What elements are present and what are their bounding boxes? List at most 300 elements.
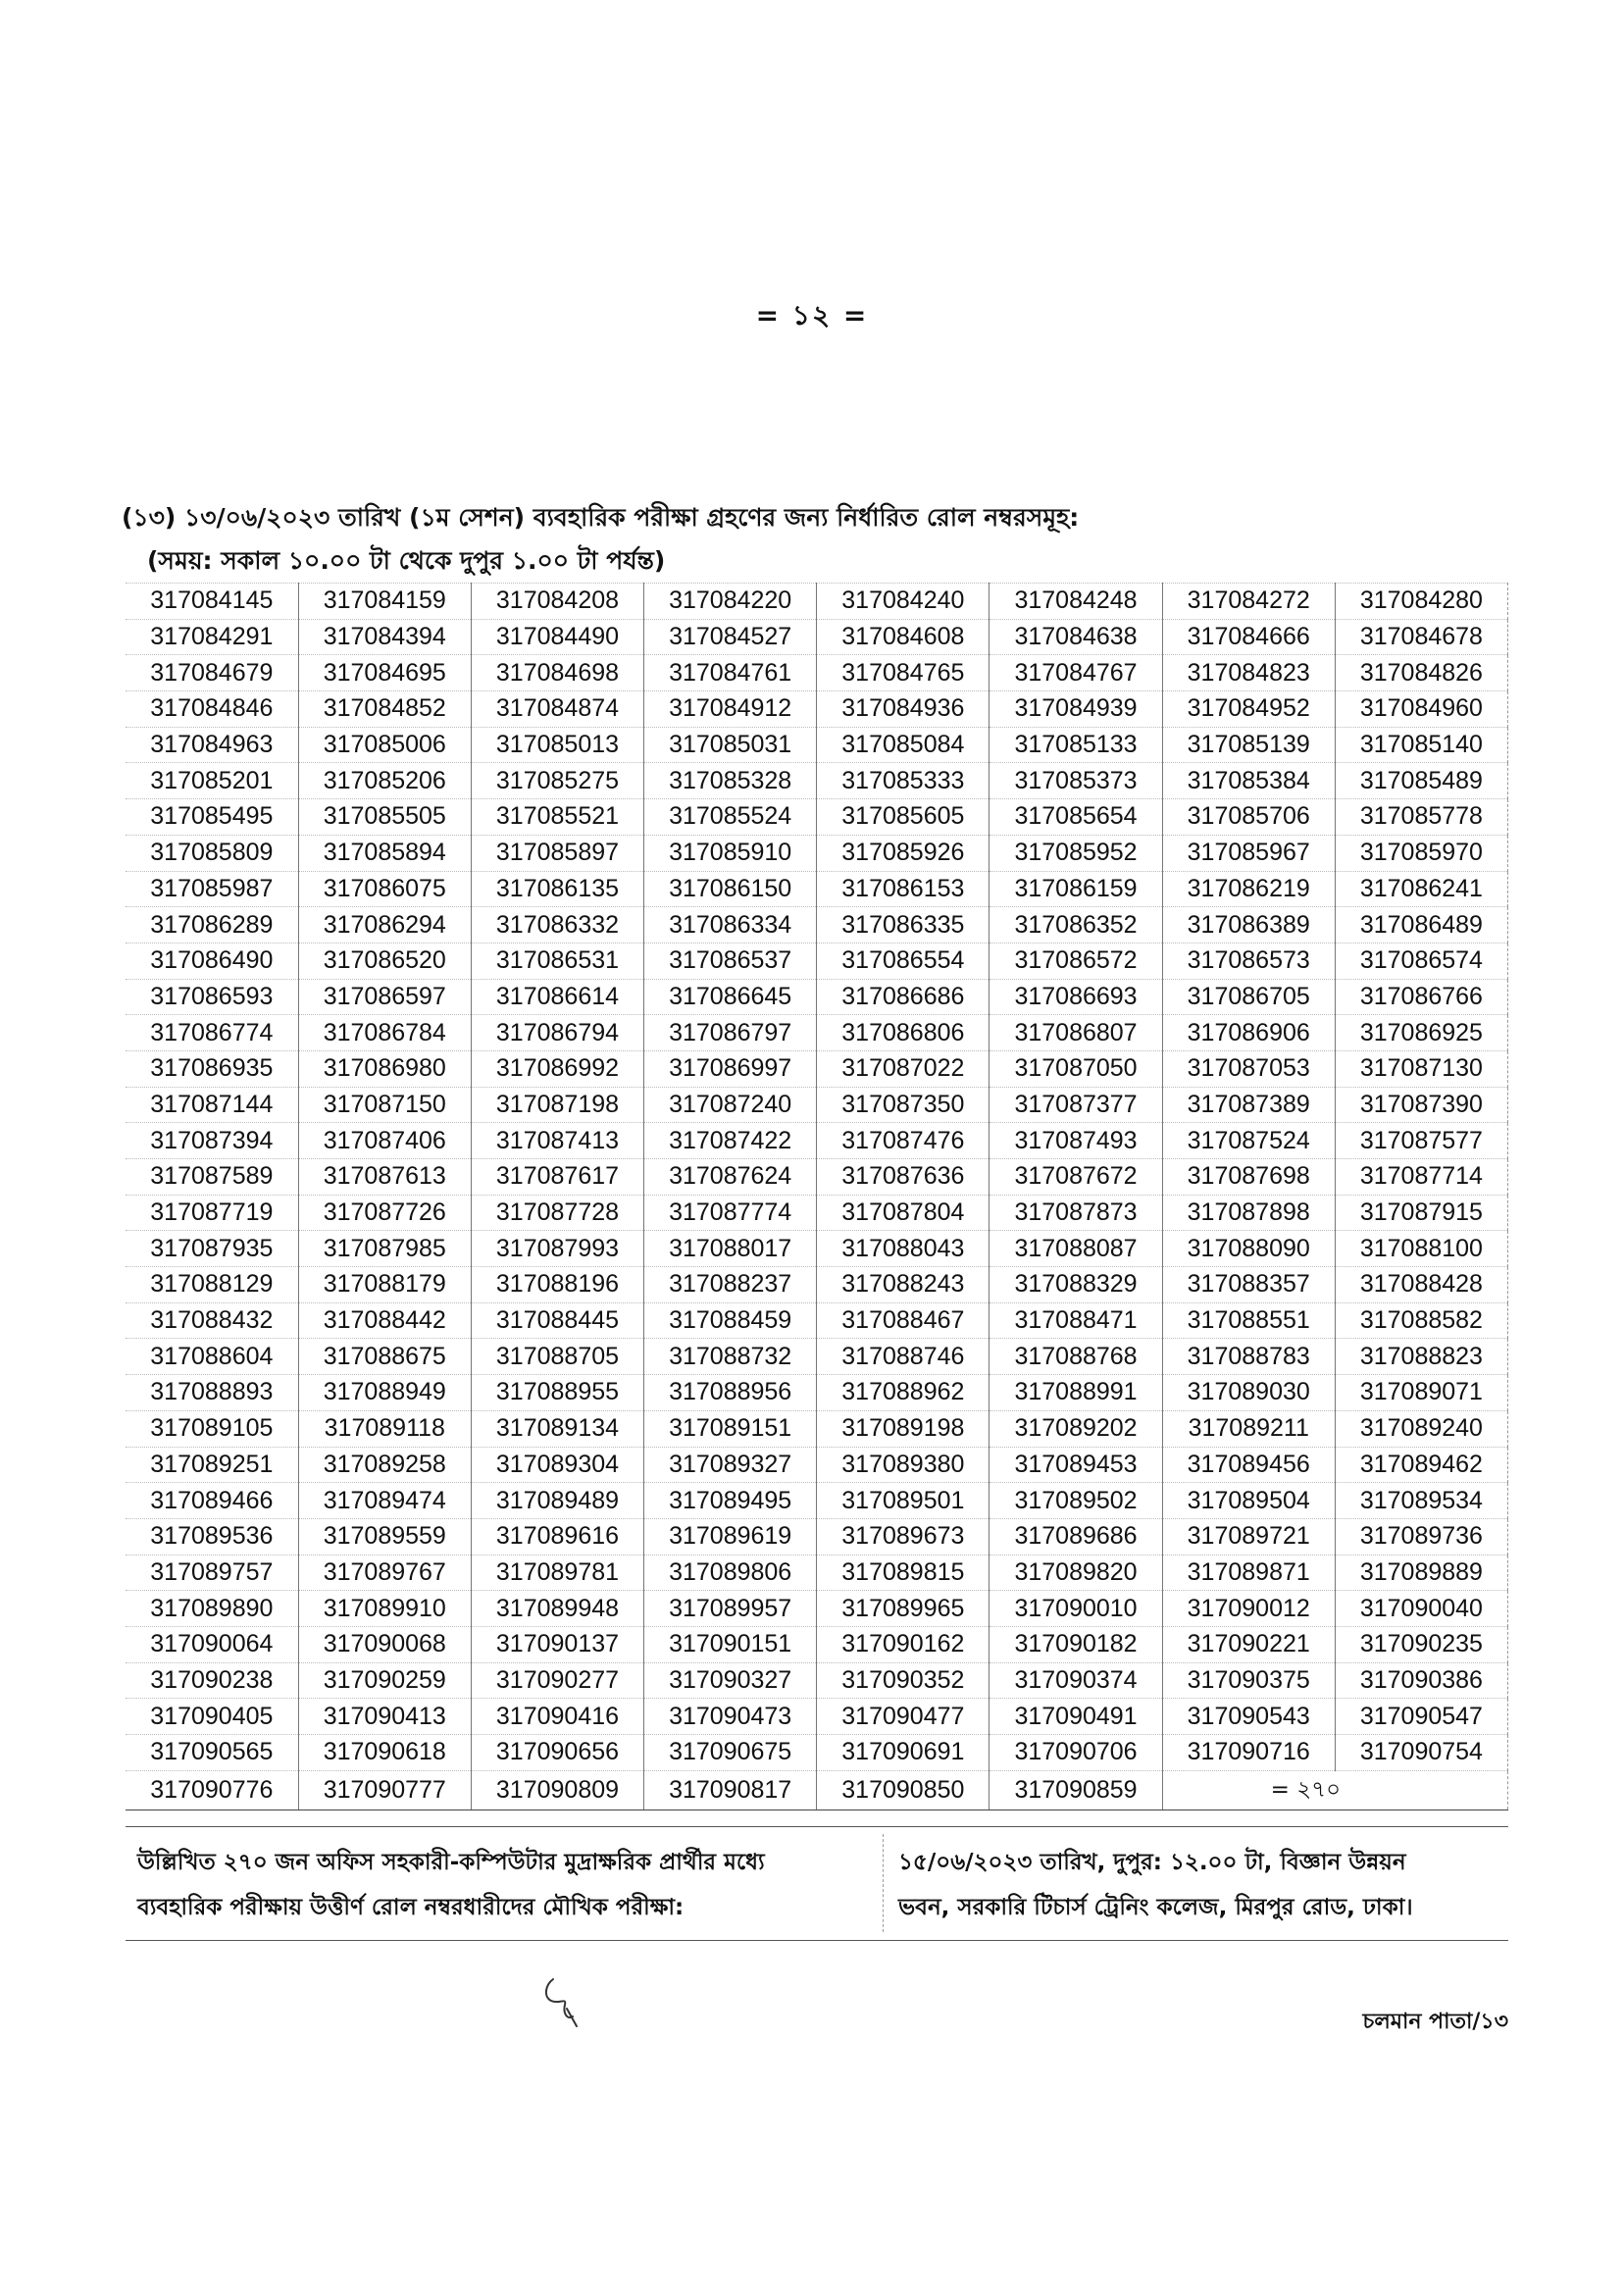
roll-number-cell: 317085967 xyxy=(1162,835,1335,871)
roll-number-cell: 317085970 xyxy=(1335,835,1507,871)
roll-number-cell: 317087406 xyxy=(298,1123,471,1159)
roll-number-cell: 317088746 xyxy=(817,1339,990,1375)
roll-number-cell: 317084952 xyxy=(1162,691,1335,728)
roll-number-cell: 317088732 xyxy=(644,1339,817,1375)
roll-number-cell: 317089910 xyxy=(298,1591,471,1627)
roll-number-cell: 317089890 xyxy=(126,1591,298,1627)
roll-number-cell: 317087240 xyxy=(644,1087,817,1123)
table-row xyxy=(126,1555,1508,1591)
roll-number-cell: 317089453 xyxy=(990,1447,1162,1483)
roll-number-cell: 317089815 xyxy=(817,1555,990,1591)
roll-number-cell: 317086806 xyxy=(817,1015,990,1051)
roll-number-cell: 317087524 xyxy=(1162,1123,1335,1159)
roll-number-cell: 317084248 xyxy=(990,584,1162,620)
roll-number-cell: 317088582 xyxy=(1335,1302,1507,1339)
roll-number-cell: 317089118 xyxy=(298,1410,471,1447)
roll-number-cell: 317085654 xyxy=(990,799,1162,836)
table-row xyxy=(126,799,1508,836)
roll-number-cell: 317084608 xyxy=(817,619,990,655)
table-row xyxy=(126,1050,1508,1087)
roll-number-cell: 317089151 xyxy=(644,1410,817,1447)
roll-number-cell: 317084826 xyxy=(1335,655,1507,691)
roll-number-cell: 317087873 xyxy=(990,1195,1162,1231)
roll-number-cell: 317086241 xyxy=(1335,871,1507,907)
roll-number-cell: 317087698 xyxy=(1162,1159,1335,1196)
table-row xyxy=(126,1231,1508,1267)
roll-number-cell: 317090473 xyxy=(644,1699,817,1735)
roll-number-cell: 317086906 xyxy=(1162,1015,1335,1051)
roll-number-cell: 317086686 xyxy=(817,979,990,1015)
roll-number-cell: 317090386 xyxy=(1335,1662,1507,1699)
roll-number-cell: 317090706 xyxy=(990,1735,1162,1771)
roll-number-cell: 317088551 xyxy=(1162,1302,1335,1339)
roll-number-cell: 317084761 xyxy=(644,655,817,691)
roll-number-cell: 317087022 xyxy=(817,1050,990,1087)
roll-number-cell: 317086531 xyxy=(471,943,643,979)
roll-number-cell: 317089462 xyxy=(1335,1447,1507,1483)
roll-number-cell: 317089781 xyxy=(471,1555,643,1591)
roll-number-cell: 317086520 xyxy=(298,943,471,979)
roll-number-cell: 317084960 xyxy=(1335,691,1507,728)
table-row xyxy=(126,584,1508,620)
roll-number-cell: 317084912 xyxy=(644,691,817,728)
roll-number-cell: 317089721 xyxy=(1162,1518,1335,1555)
roll-number-cell: 317089820 xyxy=(990,1555,1162,1591)
roll-number-cell: 317088991 xyxy=(990,1375,1162,1411)
roll-number-cell: 317089466 xyxy=(126,1483,298,1519)
session-heading: (১৩) ১৩/০৬/২০২৩ তারিখ (১ম সেশন) ব্যবহারিক পরীক্ষা গ্রহণের জন্য নির্ধারিত রোল নম্বরসমূহ: xyxy=(122,503,1080,532)
roll-number-cell: 317087774 xyxy=(644,1195,817,1231)
roll-number-cell: 317090162 xyxy=(817,1626,990,1662)
roll-number-cell: 317084240 xyxy=(817,584,990,620)
table-row xyxy=(126,1410,1508,1447)
table-row xyxy=(126,655,1508,691)
roll-number-cell: 317089489 xyxy=(471,1483,643,1519)
roll-number-cell: 317087389 xyxy=(1162,1087,1335,1123)
table-row xyxy=(126,979,1508,1015)
roll-number-cell: 317089948 xyxy=(471,1591,643,1627)
roll-number-cell: 317086784 xyxy=(298,1015,471,1051)
roll-number-cell: 317088893 xyxy=(126,1375,298,1411)
viva-schedule-line-2: ভবন, সরকারি টিচার্স ট্রেনিং কলেজ, মিরপুর রোড, ঢাকা। xyxy=(898,1895,1413,1920)
roll-number-cell: 317089211 xyxy=(1162,1410,1335,1447)
roll-number-cell: 317088705 xyxy=(471,1339,643,1375)
roll-number-cell: 317086572 xyxy=(990,943,1162,979)
roll-number-cell: 317090716 xyxy=(1162,1735,1335,1771)
table-row xyxy=(126,871,1508,907)
roll-number-cell: 317087728 xyxy=(471,1195,643,1231)
table-row xyxy=(126,763,1508,799)
roll-number-cell: 317085521 xyxy=(471,799,643,836)
roll-number-table xyxy=(126,583,1508,1810)
roll-number-cell: 317085524 xyxy=(644,799,817,836)
roll-number-cell: 317086573 xyxy=(1162,943,1335,979)
roll-number-cell: 317084767 xyxy=(990,655,1162,691)
roll-number-cell: 317088675 xyxy=(298,1339,471,1375)
roll-number-cell: 317088467 xyxy=(817,1302,990,1339)
roll-number-cell: 317086597 xyxy=(298,979,471,1015)
roll-number-cell: 317090491 xyxy=(990,1699,1162,1735)
roll-number-cell: 317084638 xyxy=(990,619,1162,655)
roll-number-cell: 317089380 xyxy=(817,1447,990,1483)
roll-number-cell: 317086490 xyxy=(126,943,298,979)
roll-number-cell: 317090817 xyxy=(644,1770,817,1810)
roll-number-cell: 317087636 xyxy=(817,1159,990,1196)
roll-number-cell: 317084666 xyxy=(1162,619,1335,655)
table-row xyxy=(126,1087,1508,1123)
roll-number-cell: 317090151 xyxy=(644,1626,817,1662)
table-row xyxy=(126,943,1508,979)
roll-number-cell: 317085897 xyxy=(471,835,643,871)
table-row xyxy=(126,1662,1508,1699)
roll-number-cell: 317089889 xyxy=(1335,1555,1507,1591)
roll-number-cell: 317089474 xyxy=(298,1483,471,1519)
roll-number-cell: 317090547 xyxy=(1335,1699,1507,1735)
roll-number-cell: 317086489 xyxy=(1335,907,1507,943)
roll-number-cell: 317090675 xyxy=(644,1735,817,1771)
roll-number-cell: 317084852 xyxy=(298,691,471,728)
table-row xyxy=(126,1591,1508,1627)
roll-number-cell: 317088100 xyxy=(1335,1231,1507,1267)
roll-number-cell: 317088237 xyxy=(644,1267,817,1303)
roll-number-cell: 317085489 xyxy=(1335,763,1507,799)
roll-number-cell: 317090776 xyxy=(126,1770,298,1810)
total-count: = ২৭০ xyxy=(1162,1770,1507,1810)
roll-number-cell: 317087804 xyxy=(817,1195,990,1231)
roll-number-cell: 317086537 xyxy=(644,943,817,979)
roll-number-cell: 317085133 xyxy=(990,727,1162,763)
table-row xyxy=(126,1302,1508,1339)
roll-number-cell: 317088962 xyxy=(817,1375,990,1411)
roll-number-cell: 317090618 xyxy=(298,1735,471,1771)
roll-number-cell: 317089957 xyxy=(644,1591,817,1627)
roll-number-cell: 317084280 xyxy=(1335,584,1507,620)
table-row xyxy=(126,1770,1508,1810)
roll-number-cell: 317085333 xyxy=(817,763,990,799)
roll-number-cell: 317084679 xyxy=(126,655,298,691)
table-row xyxy=(126,1015,1508,1051)
table-row xyxy=(126,1626,1508,1662)
roll-number-cell: 317086159 xyxy=(990,871,1162,907)
roll-number-cell: 317088471 xyxy=(990,1302,1162,1339)
roll-number-cell: 317085495 xyxy=(126,799,298,836)
roll-number-cell: 317087350 xyxy=(817,1087,990,1123)
roll-number-cell: 317086797 xyxy=(644,1015,817,1051)
roll-number-cell: 317089456 xyxy=(1162,1447,1335,1483)
table-row xyxy=(126,1159,1508,1196)
roll-number-cell: 317084939 xyxy=(990,691,1162,728)
roll-number-cell: 317084695 xyxy=(298,655,471,691)
roll-number-cell: 317086593 xyxy=(126,979,298,1015)
continued-page-label: চলমান পাতা/১৩ xyxy=(1362,2010,1508,2034)
roll-number-cell: 317086980 xyxy=(298,1050,471,1087)
roll-number-cell: 317090375 xyxy=(1162,1662,1335,1699)
roll-number-cell: 317085140 xyxy=(1335,727,1507,763)
roll-number-cell: 317088357 xyxy=(1162,1267,1335,1303)
roll-number-cell: 317085987 xyxy=(126,871,298,907)
roll-number-cell: 317086075 xyxy=(298,871,471,907)
roll-number-cell: 317084291 xyxy=(126,619,298,655)
roll-number-cell: 317086705 xyxy=(1162,979,1335,1015)
table-row xyxy=(126,1339,1508,1375)
roll-number-cell: 317089673 xyxy=(817,1518,990,1555)
roll-number-cell: 317089251 xyxy=(126,1447,298,1483)
roll-number-cell: 317085605 xyxy=(817,799,990,836)
roll-number-cell: 317090221 xyxy=(1162,1626,1335,1662)
roll-number-cell: 317089030 xyxy=(1162,1375,1335,1411)
roll-number-cell: 317087394 xyxy=(126,1123,298,1159)
table-row xyxy=(126,1699,1508,1735)
roll-number-cell: 317084765 xyxy=(817,655,990,691)
roll-number-cell: 317087985 xyxy=(298,1231,471,1267)
roll-number-cell: 317085910 xyxy=(644,835,817,871)
roll-number-cell: 317087493 xyxy=(990,1123,1162,1159)
roll-number-cell: 317090012 xyxy=(1162,1591,1335,1627)
roll-number-cell: 317090477 xyxy=(817,1699,990,1735)
roll-number-cell: 317090413 xyxy=(298,1699,471,1735)
roll-number-cell: 317084208 xyxy=(471,584,643,620)
roll-number-cell: 317086693 xyxy=(990,979,1162,1015)
roll-number-cell: 317087617 xyxy=(471,1159,643,1196)
roll-number-cell: 317087390 xyxy=(1335,1087,1507,1123)
roll-number-cell: 317084874 xyxy=(471,691,643,728)
roll-number-cell: 317085894 xyxy=(298,835,471,871)
roll-number-cell: 317089240 xyxy=(1335,1410,1507,1447)
footer-divider xyxy=(883,1834,884,1932)
roll-number-cell: 317087377 xyxy=(990,1087,1162,1123)
roll-number-cell: 317090235 xyxy=(1335,1626,1507,1662)
roll-number-cell: 317086352 xyxy=(990,907,1162,943)
roll-number-cell: 317087422 xyxy=(644,1123,817,1159)
table-row xyxy=(126,619,1508,655)
roll-number-cell: 317088428 xyxy=(1335,1267,1507,1303)
roll-number-cell: 317089536 xyxy=(126,1518,298,1555)
roll-number-cell: 317084678 xyxy=(1335,619,1507,655)
roll-number-cell: 317089767 xyxy=(298,1555,471,1591)
roll-number-cell: 317090010 xyxy=(990,1591,1162,1627)
roll-number-cell: 317085084 xyxy=(817,727,990,763)
table-row xyxy=(126,1483,1508,1519)
roll-number-cell: 317090238 xyxy=(126,1662,298,1699)
roll-number-cell: 317089616 xyxy=(471,1518,643,1555)
roll-number-cell: 317087150 xyxy=(298,1087,471,1123)
roll-number-cell: 317088243 xyxy=(817,1267,990,1303)
table-row xyxy=(126,1195,1508,1231)
roll-number-cell: 317089134 xyxy=(471,1410,643,1447)
table-row xyxy=(126,1375,1508,1411)
roll-number-cell: 317089202 xyxy=(990,1410,1162,1447)
roll-number-cell: 317085006 xyxy=(298,727,471,763)
roll-number-cell: 317084963 xyxy=(126,727,298,763)
roll-number-cell: 317085952 xyxy=(990,835,1162,871)
roll-number-cell: 317090405 xyxy=(126,1699,298,1735)
roll-number-cell: 317087589 xyxy=(126,1159,298,1196)
roll-number-cell: 317086289 xyxy=(126,907,298,943)
roll-number-cell: 317090068 xyxy=(298,1626,471,1662)
viva-note-line-1: উল্লিখিত ২৭০ জন অফিস সহকারী-কম্পিউটার মুদ্রাক্ষরিক প্রার্থীর মধ্যে xyxy=(137,1850,765,1875)
roll-number-cell: 317087053 xyxy=(1162,1050,1335,1087)
roll-number-cell: 317087577 xyxy=(1335,1123,1507,1159)
roll-number-cell: 317088459 xyxy=(644,1302,817,1339)
roll-number-cell: 317089736 xyxy=(1335,1518,1507,1555)
roll-number-cell: 317090777 xyxy=(298,1770,471,1810)
roll-number-cell: 317090040 xyxy=(1335,1591,1507,1627)
viva-schedule-line-1: ১৫/০৬/২০২৩ তারিখ, দুপুর: ১২.০০ টা, বিজ্ঞান উন্নয়ন xyxy=(898,1850,1406,1875)
roll-number-cell: 317086794 xyxy=(471,1015,643,1051)
roll-number-cell: 317085505 xyxy=(298,799,471,836)
roll-number-cell: 317086925 xyxy=(1335,1015,1507,1051)
roll-number-cell: 317090543 xyxy=(1162,1699,1335,1735)
roll-number-cell: 317086294 xyxy=(298,907,471,943)
roll-number-cell: 317086153 xyxy=(817,871,990,907)
roll-number-cell: 317084394 xyxy=(298,619,471,655)
table-row xyxy=(126,835,1508,871)
roll-number-cell: 317087613 xyxy=(298,1159,471,1196)
roll-number-cell: 317084936 xyxy=(817,691,990,728)
roll-number-cell: 317090416 xyxy=(471,1699,643,1735)
roll-number-cell: 317090691 xyxy=(817,1735,990,1771)
roll-number-cell: 317090327 xyxy=(644,1662,817,1699)
roll-number-cell: 317088179 xyxy=(298,1267,471,1303)
roll-number-cell: 317088017 xyxy=(644,1231,817,1267)
roll-number-cell: 317089502 xyxy=(990,1483,1162,1519)
roll-number-cell: 317089258 xyxy=(298,1447,471,1483)
roll-number-cell: 317084698 xyxy=(471,655,643,691)
roll-number-cell: 317086766 xyxy=(1335,979,1507,1015)
roll-number-cell: 317086935 xyxy=(126,1050,298,1087)
roll-number-cell: 317085384 xyxy=(1162,763,1335,799)
roll-number-cell: 317086774 xyxy=(126,1015,298,1051)
roll-number-cell: 317085013 xyxy=(471,727,643,763)
roll-number-cell: 317086150 xyxy=(644,871,817,907)
roll-number-cell: 317089871 xyxy=(1162,1555,1335,1591)
roll-number-cell: 317088329 xyxy=(990,1267,1162,1303)
roll-number-cell: 317088823 xyxy=(1335,1339,1507,1375)
roll-number-cell: 317087714 xyxy=(1335,1159,1507,1196)
roll-number-cell: 317085809 xyxy=(126,835,298,871)
roll-number-cell: 317088956 xyxy=(644,1375,817,1411)
roll-number-cell: 317088768 xyxy=(990,1339,1162,1375)
roll-number-cell: 317090754 xyxy=(1335,1735,1507,1771)
roll-number-cell: 317089806 xyxy=(644,1555,817,1591)
roll-number-cell: 317084823 xyxy=(1162,655,1335,691)
footer-bottom-rule xyxy=(126,1940,1508,1941)
roll-number-cell: 317086389 xyxy=(1162,907,1335,943)
footer-top-rule xyxy=(126,1826,1508,1827)
roll-number-cell: 317087476 xyxy=(817,1123,990,1159)
roll-number-cell: 317085139 xyxy=(1162,727,1335,763)
roll-number-cell: 317084846 xyxy=(126,691,298,728)
roll-number-cell: 317084527 xyxy=(644,619,817,655)
roll-number-cell: 317086997 xyxy=(644,1050,817,1087)
roll-number-cell: 317087726 xyxy=(298,1195,471,1231)
roll-number-cell: 317090182 xyxy=(990,1626,1162,1662)
roll-number-cell: 317088087 xyxy=(990,1231,1162,1267)
roll-number-cell: 317087050 xyxy=(990,1050,1162,1087)
roll-number-cell: 317084220 xyxy=(644,584,817,620)
table-row xyxy=(126,691,1508,728)
roll-number-cell: 317088043 xyxy=(817,1231,990,1267)
roll-number-cell: 317090809 xyxy=(471,1770,643,1810)
roll-number-cell: 317086645 xyxy=(644,979,817,1015)
roll-number-cell: 317088949 xyxy=(298,1375,471,1411)
roll-number-cell: 317087935 xyxy=(126,1231,298,1267)
roll-number-cell: 317089198 xyxy=(817,1410,990,1447)
roll-number-cell: 317088129 xyxy=(126,1267,298,1303)
signature-mark xyxy=(537,1971,606,2030)
roll-number-cell: 317085373 xyxy=(990,763,1162,799)
roll-number-cell: 317085201 xyxy=(126,763,298,799)
roll-number-cell: 317088445 xyxy=(471,1302,643,1339)
roll-number-cell: 317090352 xyxy=(817,1662,990,1699)
roll-number-cell: 317087624 xyxy=(644,1159,817,1196)
table-row xyxy=(126,1267,1508,1303)
table-row xyxy=(126,1518,1508,1555)
roll-number-cell: 317085031 xyxy=(644,727,817,763)
roll-number-cell: 317087898 xyxy=(1162,1195,1335,1231)
roll-number-cell: 317088604 xyxy=(126,1339,298,1375)
roll-number-cell: 317085328 xyxy=(644,763,817,799)
roll-number-cell: 317087130 xyxy=(1335,1050,1507,1087)
roll-number-cell: 317089495 xyxy=(644,1483,817,1519)
roll-number-cell: 317087719 xyxy=(126,1195,298,1231)
roll-number-cell: 317090656 xyxy=(471,1735,643,1771)
table-row xyxy=(126,907,1508,943)
roll-number-cell: 317089105 xyxy=(126,1410,298,1447)
roll-number-cell: 317086574 xyxy=(1335,943,1507,979)
roll-number-cell: 317090565 xyxy=(126,1735,298,1771)
roll-number-cell: 317085275 xyxy=(471,763,643,799)
roll-number-cell: 317087993 xyxy=(471,1231,643,1267)
roll-number-cell: 317086332 xyxy=(471,907,643,943)
roll-number-cell: 317089559 xyxy=(298,1518,471,1555)
roll-number-cell: 317086334 xyxy=(644,907,817,943)
roll-number-cell: 317087413 xyxy=(471,1123,643,1159)
roll-number-cell: 317087672 xyxy=(990,1159,1162,1196)
roll-number-cell: 317090277 xyxy=(471,1662,643,1699)
roll-number-cell: 317090137 xyxy=(471,1626,643,1662)
roll-number-cell: 317084490 xyxy=(471,619,643,655)
roll-number-cell: 317086219 xyxy=(1162,871,1335,907)
roll-number-cell: 317089071 xyxy=(1335,1375,1507,1411)
roll-number-cell: 317090374 xyxy=(990,1662,1162,1699)
roll-number-cell: 317090259 xyxy=(298,1662,471,1699)
roll-number-cell: 317084159 xyxy=(298,584,471,620)
roll-number-cell: 317089619 xyxy=(644,1518,817,1555)
viva-note-line-2: ব্যবহারিক পরীক্ষায় উত্তীর্ণ রোল নম্বরধারীদের মৌখিক পরীক্ষা: xyxy=(137,1895,685,1920)
roll-number-cell: 317089686 xyxy=(990,1518,1162,1555)
roll-number-cell: 317087198 xyxy=(471,1087,643,1123)
roll-number-cell: 317087915 xyxy=(1335,1195,1507,1231)
roll-number-cell: 317085206 xyxy=(298,763,471,799)
roll-number-cell: 317089327 xyxy=(644,1447,817,1483)
roll-number-cell: 317090859 xyxy=(990,1770,1162,1810)
roll-number-cell: 317085926 xyxy=(817,835,990,871)
session-time: (সময়: সকাল ১০.০০ টা থেকে দুপুর ১.০০ টা পর্যন্ত) xyxy=(147,546,666,575)
roll-number-cell: 317090064 xyxy=(126,1626,298,1662)
roll-number-cell: 317086135 xyxy=(471,871,643,907)
table-row xyxy=(126,727,1508,763)
roll-number-cell: 317090850 xyxy=(817,1770,990,1810)
roll-number-cell: 317089304 xyxy=(471,1447,643,1483)
roll-number-cell: 317088955 xyxy=(471,1375,643,1411)
roll-number-cell: 317087144 xyxy=(126,1087,298,1123)
roll-number-cell: 317089504 xyxy=(1162,1483,1335,1519)
roll-number-cell: 317088196 xyxy=(471,1267,643,1303)
roll-number-cell: 317086807 xyxy=(990,1015,1162,1051)
roll-number-cell: 317086554 xyxy=(817,943,990,979)
roll-number-cell: 317084145 xyxy=(126,584,298,620)
